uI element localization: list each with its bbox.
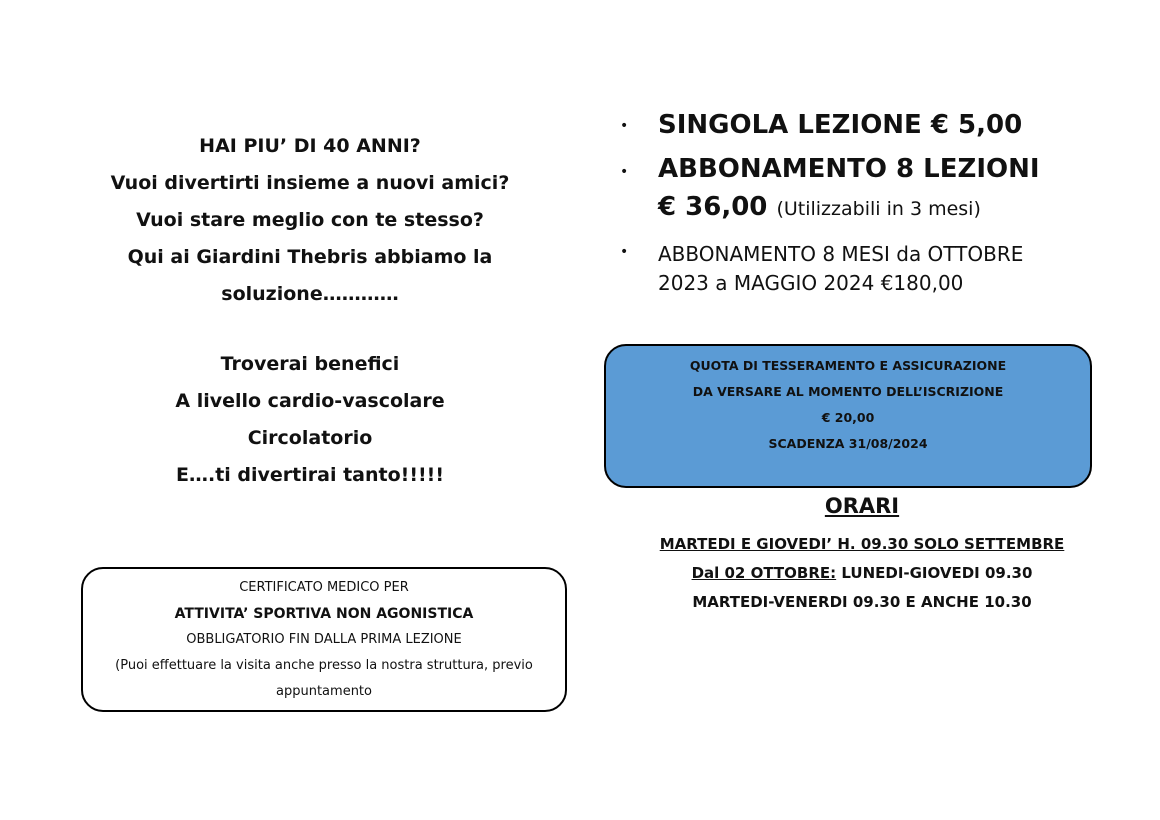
- intro-line: Vuoi divertirti insieme a nuovi amici?: [110, 172, 510, 194]
- pack-note: (Utilizzabili in 3 mesi): [776, 198, 981, 220]
- intro-line: soluzione…………: [221, 283, 399, 305]
- benefits-block: [90, 346, 530, 494]
- benefit-line: E….ti divertirai tanto!!!!!: [176, 464, 444, 486]
- schedule-line: [604, 559, 1120, 588]
- pack-title: ABBONAMENTO 8 LEZIONI: [658, 154, 1040, 184]
- bullet-icon: •: [620, 164, 629, 180]
- cert-line: (Puoi effettuare la visita anche presso la nostra struttura, previo: [115, 658, 533, 673]
- intro-line: HAI PIU’ DI 40 ANNI?: [199, 135, 421, 157]
- membership-fee-box: [604, 344, 1092, 488]
- schedule-date-prefix: Dal 02 OTTOBRE:: [691, 564, 837, 582]
- medical-certificate-box: [81, 567, 567, 712]
- schedule-lines: [604, 530, 1120, 617]
- quota-line: QUOTA DI TESSERAMENTO E ASSICURAZIONE: [689, 358, 1007, 373]
- cert-line: CERTIFICATO MEDICO PER: [239, 580, 409, 595]
- bullet-icon: •: [620, 118, 629, 134]
- cert-line: OBBLIGATORIO FIN DALLA PRIMA LEZIONE: [186, 632, 462, 647]
- season-line: ABBONAMENTO 8 MESI da OTTOBRE: [658, 242, 1024, 266]
- bullet-icon: •: [620, 244, 629, 260]
- schedule-line: MARTEDI-VENERDI 09.30 E ANCHE 10.30: [692, 593, 1032, 611]
- quota-amount: € 20,00: [821, 410, 875, 425]
- price-pack: [612, 150, 1132, 228]
- benefit-line: A livello cardio-vascolare: [175, 390, 445, 412]
- benefit-line: Circolatorio: [247, 427, 373, 449]
- cert-line-strong: ATTIVITA’ SPORTIVA NON AGONISTICA: [174, 606, 474, 622]
- quota-deadline: SCADENZA 31/08/2024: [768, 436, 928, 451]
- schedule-line: MARTEDI E GIOVEDI’ H. 09.30 SOLO SETTEMBRE: [659, 535, 1065, 553]
- intro-block: [90, 128, 530, 313]
- season-line: 2023 a MAGGIO 2024 €180,00: [658, 271, 964, 295]
- schedule-title: ORARI: [824, 494, 900, 518]
- price-season: [612, 240, 1132, 298]
- quota-line: DA VERSARE AL MOMENTO DELL’ISCRIZIONE: [692, 384, 1004, 399]
- schedule-days: LUNEDI-GIOVEDI 09.30: [836, 564, 1033, 582]
- price-list: [612, 106, 1132, 298]
- benefit-line: Troverai benefici: [220, 353, 400, 375]
- intro-line: Qui ai Giardini Thebris abbiamo la: [127, 246, 493, 268]
- price-single: [612, 106, 1132, 144]
- pack-price: € 36,00: [658, 192, 768, 222]
- intro-line: Vuoi stare meglio con te stesso?: [136, 209, 484, 231]
- cert-line: appuntamento: [276, 684, 372, 699]
- single-lesson-price: SINGOLA LEZIONE € 5,00: [658, 110, 1023, 140]
- pack-price-line: [658, 188, 1132, 228]
